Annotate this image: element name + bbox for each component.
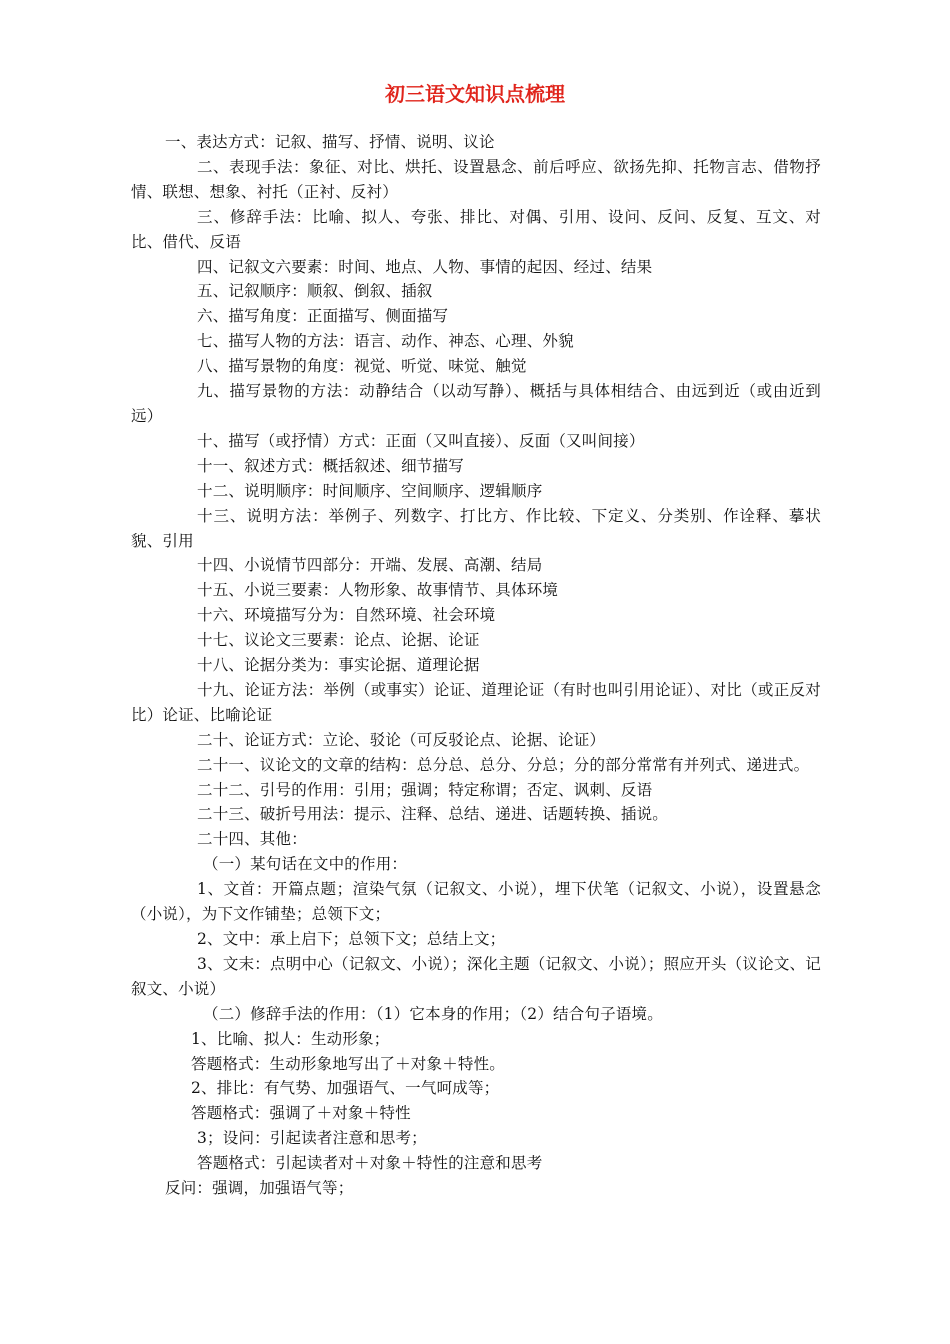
paragraph-line: 十四、小说情节四部分：开端、发展、高潮、结局 [197,556,543,575]
paragraph-line: 反问：强调，加强语气等； [165,1179,354,1198]
paragraph-line: 3、文末：点明中心（记叙文、小说）；深化主题（记叙文、小说）；照应开头（议论文、记叙文、小说） [131,954,821,998]
paragraph-line: 八、描写景物的角度：视觉、听觉、味觉、触觉 [197,357,527,376]
paragraph-line: 3；设问：引起读者注意和思考； [197,1129,427,1148]
paragraph-line: 一、表达方式：记叙、描写、抒情、说明、议论 [165,133,495,151]
paragraph-line: 十九、论证方法：举例（或事实）论证、道理论证（有时也叫引用论证）、对比（或正反对比）论证、比喻论证 [131,680,821,724]
paragraph-line: 2、排比：有气势、加强语气、一气呵成等； [191,1079,500,1098]
paragraph-line: 1、比喻、拟人：生动形象； [191,1029,390,1048]
paragraph-line: 十五、小说三要素：人物形象、故事情节、具体环境 [197,581,559,600]
paragraph-line: 十三、说明方法：举例子、列数字、打比方、作比较、下定义、分类别、作诠释、摹状貌、引用 [131,506,821,550]
paragraph-line: 答题格式：强调了＋对象＋特性 [191,1104,411,1123]
page-title: 初三语文知识点梳理 [385,82,565,106]
paragraph-line: 四、记叙文六要素：时间、地点、人物、事情的起因、经过、结果 [197,257,653,276]
paragraph-line: 十七、议论文三要素：论点、论据、论证 [197,631,480,650]
paragraph-line: 五、记叙顺序：顺叙、倒叙、插叙 [197,282,433,301]
paragraph-line: 十、描写（或抒情）方式：正面（又叫直接）、反面（又叫间接） [197,431,645,450]
paragraph-line: 十二、说明顺序：时间顺序、空间顺序、逻辑顺序 [197,481,543,500]
paragraph-line: （一）某句话在文中的作用： [203,855,408,874]
paragraph-line: 二十一、议论文的文章的结构：总分总、总分、分总；分的部分常常有并列式、递进式。 [197,755,810,774]
paragraph-line: 十六、环境描写分为：自然环境、社会环境 [197,606,496,625]
paragraph-line: 十一、叙述方式：概括叙述、细节描写 [197,456,464,475]
paragraph-line: 答题格式：生动形象地写出了＋对象＋特性。 [191,1054,506,1073]
paragraph-line: 六、描写角度：正面描写、侧面描写 [197,307,449,326]
paragraph-line: 二十二、引号的作用：引用；强调；特定称谓；否定、讽刺、反语 [197,780,653,799]
paragraph-line: 二十四、其他： [197,830,307,849]
paragraph-line: 二十三、破折号用法：提示、注释、总结、递进、话题转换、插说。 [197,805,669,824]
paragraph-line: 2、文中：承上启下；总领下文；总结上文； [197,930,506,948]
paragraph-line: 九、描写景物的方法：动静结合（以动写静）、概括与具体相结合、由远到近（或由近到远） [131,382,821,425]
paragraph-line: 十八、论据分类为：事实论据、道理论据 [197,656,480,675]
paragraph-line: 答题格式：引起读者对＋对象＋特性的注意和思考 [197,1154,543,1173]
document-body [131,130,821,1201]
paragraph-line: 二十、论证方式：立论、驳论（可反驳论点、论据、论证） [197,730,606,749]
paragraph-line: 七、描写人物的方法：语言、动作、神态、心理、外貌 [197,332,574,351]
paragraph-line: 三、修辞手法：比喻、拟人、夸张、排比、对偶、引用、设问、反问、反复、互文、对比、借代、反语 [131,207,821,251]
paragraph-line: 二、表现手法：象征、对比、烘托、设置悬念、前后呼应、欲扬先抑、托物言志、借物抒情、联想、想象、衬托（正衬、反衬） [131,157,821,201]
paragraph-line: （二）修辞手法的作用：（1）它本身的作用；（2）结合句子语境。 [203,1004,663,1023]
paragraph-line: 1、文首：开篇点题；渲染气氛（记叙文、小说），埋下伏笔（记叙文、小说），设置悬念（小说），为下文作铺垫；总领下文； [131,880,821,924]
